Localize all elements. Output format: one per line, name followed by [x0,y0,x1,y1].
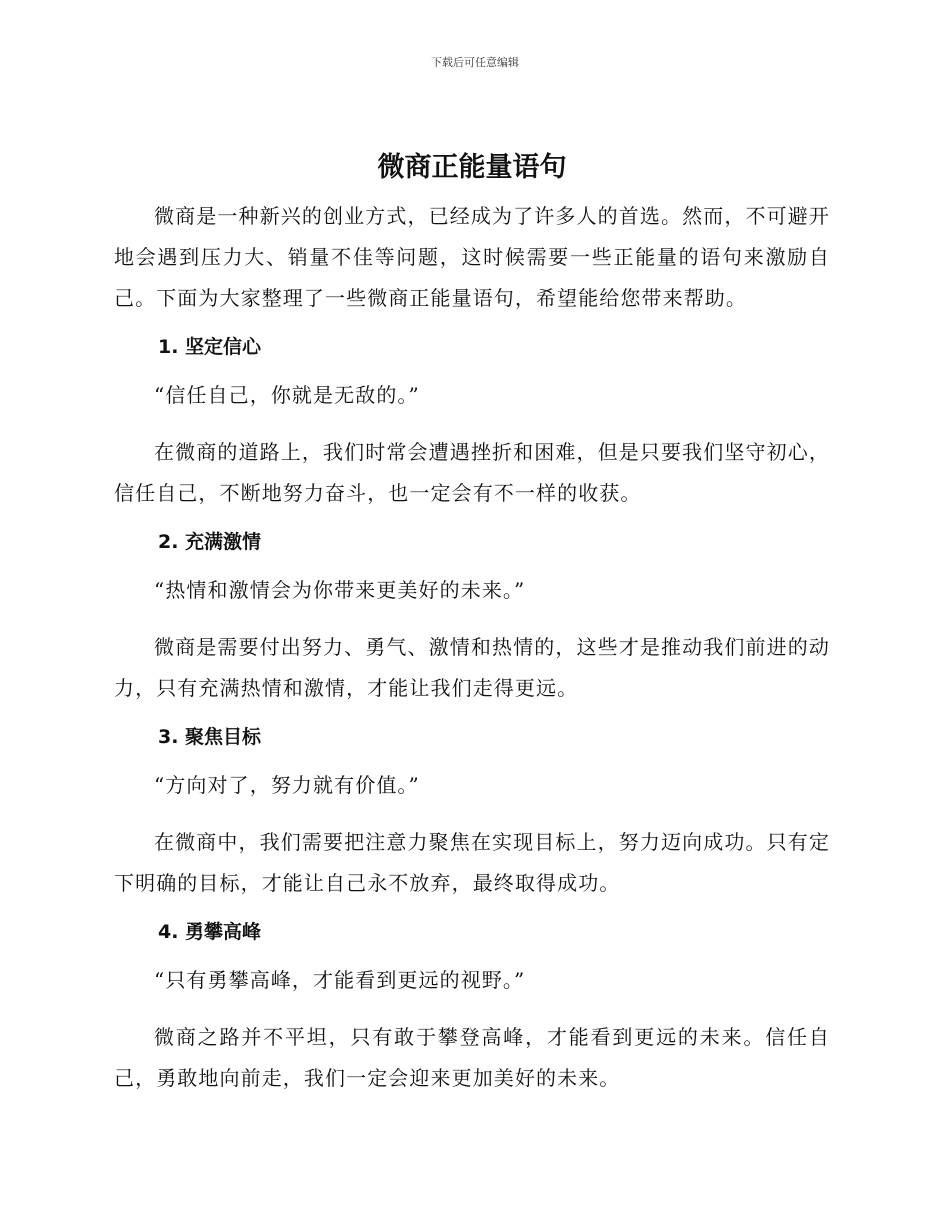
section-quote: “热情和激情会为你带来更美好的未来。” [154,578,526,602]
section-1 [114,332,830,514]
document-body [114,148,830,1112]
section-quote: “只有勇攀高峰，才能看到更远的视野。” [154,968,526,992]
section-paragraph: 微商之路并不平坦，只有敢于攀登高峰，才能看到更远的未来。信任自己，勇敢地向前走，我们一定会迎来更加美好的未来。 [114,1025,830,1090]
section-heading: 4. 勇攀高峰 [158,921,262,943]
section-heading: 3. 聚焦目标 [158,726,262,748]
section-heading: 1. 坚定信心 [158,336,262,358]
section-quote: “信任自己，你就是无敌的。” [154,383,420,407]
document-title: 微商正能量语句 [377,152,567,183]
section-paragraph: 在微商的道路上，我们时常会遭遇挫折和困难，但是只要我们坚守初心，信任自己，不断地努力奋斗，也一定会有不一样的收获。 [114,440,830,505]
section-paragraph: 在微商中，我们需要把注意力聚焦在实现目标上，努力迈向成功。只有定下明确的目标，才能让自己永不放弃，最终取得成功。 [114,830,830,895]
intro-paragraph: 微商是一种新兴的创业方式，已经成为了许多人的首选。然而，不可避开地会遇到压力大、销量不佳等问题，这时候需要一些正能量的语句来激励自己。下面为大家整理了一些微商正能量语句，希望能给您带来帮助。 [114,204,830,310]
section-3 [114,722,830,904]
section-paragraph: 微商是需要付出努力、勇气、激情和热情的，这些才是推动我们前进的动力，只有充满热情和激情，才能让我们走得更远。 [114,635,830,700]
section-2 [114,527,830,709]
section-heading: 2. 充满激情 [158,531,262,553]
page-header-note: 下载后可任意编辑 [431,56,519,69]
section-4 [114,917,830,1099]
section-quote: “方向对了，努力就有价值。” [154,773,420,797]
